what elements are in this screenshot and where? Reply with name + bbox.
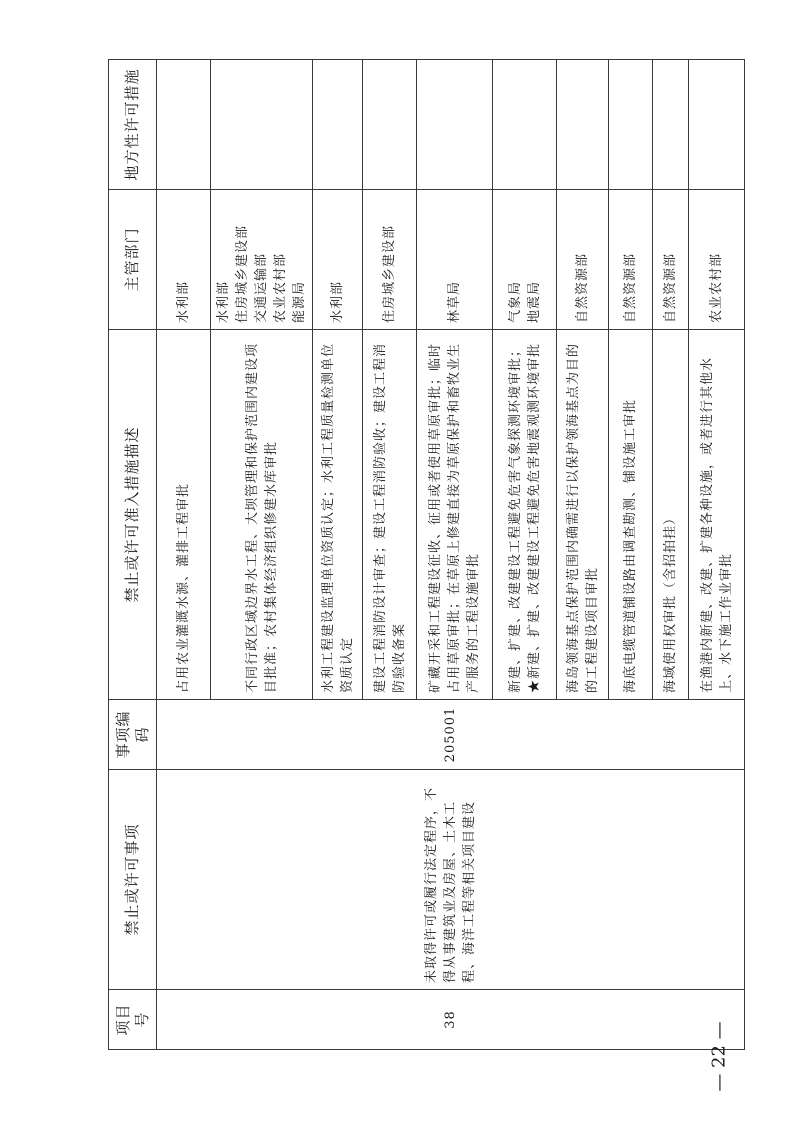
department-cell: 自然资源部 [653, 190, 689, 330]
header-row [109, 60, 157, 1050]
measure-description-cell: 占用农业灌溉水源、灌排工程审批 [157, 330, 211, 700]
measure-description-cell: 在渔港内新建、改建、扩建各种设施，或者进行其他水上、水下施工作业审批 [689, 330, 745, 700]
local-measures-cell [417, 60, 493, 190]
measure-description-cell: 海底电缆管道铺设路由调查勘测、铺设施工审批 [609, 330, 653, 700]
measure-description-cell: 海域使用权审批（含招拍挂） [653, 330, 689, 700]
measure-description-cell: 水利工程建设监理单位资质认定；水利工程质量检测单位资质认定 [313, 330, 363, 700]
local-measures-cell [653, 60, 689, 190]
department-cell: 水利部 住房城乡建设部 交通运输部 农业农村部 能源局 [211, 190, 313, 330]
department-cell: 水利部 [313, 190, 363, 330]
header-item-code: 事项编码 [109, 700, 157, 770]
measure-description-cell: 不同行政区域边界水工程、大坝管理和保护范围内建设项目批准；农村集体经济组织修建水库审批 [211, 330, 313, 700]
rotated-table-container [108, 60, 734, 1050]
local-measures-cell [493, 60, 557, 190]
permit-table [108, 59, 745, 1050]
local-measures-cell [157, 60, 211, 190]
department-cell: 自然资源部 [557, 190, 609, 330]
department-cell: 林草局 [417, 190, 493, 330]
measure-description-cell: 新建、扩建、改建建设工程避免危害气象探测环境审批；★新建、扩建、改建建设工程避免危害地震观测环境审批 [493, 330, 557, 700]
measure-description-cell: 海岛领海基点保护范围内确需进行以保护领海基点为目的的工程建设项目审批 [557, 330, 609, 700]
measure-description-cell: 建设工程消防设计审查；建设工程消防验收；建设工程消防验收备案 [363, 330, 417, 700]
local-measures-cell [211, 60, 313, 190]
local-measures-cell [609, 60, 653, 190]
item-number-cell: 38 [157, 990, 745, 1050]
department-cell: 气象局 地震局 [493, 190, 557, 330]
header-measure-description: 禁止或许可准入措施描述 [109, 330, 157, 700]
local-measures-cell [313, 60, 363, 190]
item-code-cell: 205001 [157, 700, 745, 770]
department-cell: 农业农村部 [689, 190, 745, 330]
item-name-cell: 未取得许可或履行法定程序，不得从事建筑业及房屋、土木工程、海洋工程等相关项目建设 [157, 770, 745, 990]
page-number-box [690, 1021, 730, 1092]
header-local-measures: 地方性许可措施 [109, 60, 157, 190]
local-measures-cell [557, 60, 609, 190]
department-cell: 住房城乡建设部 [363, 190, 417, 330]
table-row [157, 60, 211, 1050]
page-number: — 22 — [708, 1021, 730, 1092]
department-cell: 自然资源部 [609, 190, 653, 330]
local-measures-cell [363, 60, 417, 190]
header-item-name: 禁止或许可事项 [109, 770, 157, 990]
header-department: 主管部门 [109, 190, 157, 330]
department-cell: 水利部 [157, 190, 211, 330]
local-measures-cell [689, 60, 745, 190]
measure-description-cell: 矿藏开采和工程建设征收、征用或者使用草原审批；临时占用草原审批；在草原上修建直接为草原保护和畜牧业生产服务的工程设施审批 [417, 330, 493, 700]
header-item-number: 项目号 [109, 990, 157, 1050]
